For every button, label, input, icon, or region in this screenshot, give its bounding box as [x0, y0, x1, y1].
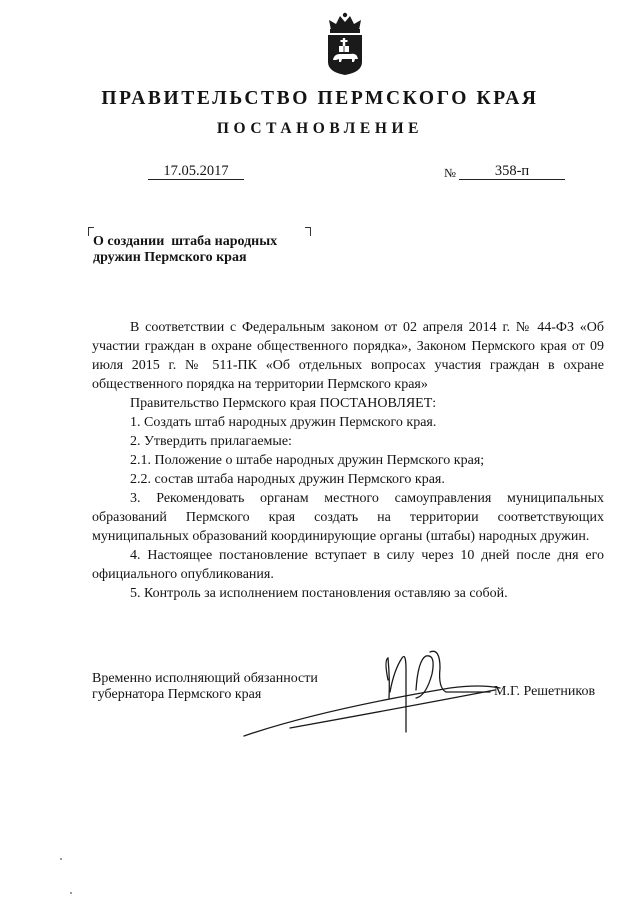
scan-speck [70, 892, 72, 894]
document-number: 358-п [459, 163, 565, 180]
clause-5: 5. Контроль за исполнением постановления оставляю за собой. [130, 586, 508, 601]
title-line-1: О создании штаба народных [93, 234, 278, 249]
coat-of-arms-icon [322, 12, 368, 76]
signatory-name: М.Г. Решетников [494, 684, 596, 699]
clause-2-1: 2.1. Положение о штабе народных дружин Пермского края; [130, 453, 485, 468]
document-body [92, 318, 604, 603]
resolution-statement: Правительство Пермского края ПОСТАНОВЛЯЕТ: [130, 396, 437, 411]
clause-4: 4. Настоящее постановление вступает в силу через 10 дней после дня его официального опубликования. [92, 548, 604, 582]
position-line-1: Временно исполняющий обязанности [92, 671, 318, 686]
scan-speck [60, 858, 62, 860]
government-name: ПРАВИТЕЛЬСТВО ПЕРМСКОГО КРАЯ [101, 88, 539, 109]
clause-2-2: 2.2. состав штаба народных дружин Пермского края. [130, 472, 445, 487]
position-line-2: губернатора Пермского края [92, 687, 262, 702]
document-title [93, 234, 277, 266]
document-date: 17.05.2017 [148, 163, 244, 180]
clause-3: 3. Рекомендовать органам местного самоуправления муниципальных образований Пермского края создать на территории соответствующих муниципальных образований координирующие органы (штабы) народных дружин. [92, 491, 604, 544]
title-corner-right [305, 227, 311, 236]
signatory-position [92, 671, 318, 703]
document-type: ПОСТАНОВЛЕНИЕ [216, 120, 424, 137]
title-line-2: дружин Пермского края [93, 250, 247, 265]
preamble-paragraph: В соответствии с Федеральным законом от 02 апреля 2014 г. № 44-ФЗ «Об участии граждан в охране общественного порядка», Законом Пермского края от 09 июля 2015 г. № 511-ПК «Об отдельных вопросах участия граждан в охране общественного порядка на территории Пермского края» [92, 320, 604, 392]
number-sign: № [444, 166, 456, 180]
clause-1: 1. Создать штаб народных дружин Пермского края. [130, 415, 437, 430]
clause-2: 2. Утвердить прилагаемые: [130, 434, 292, 449]
